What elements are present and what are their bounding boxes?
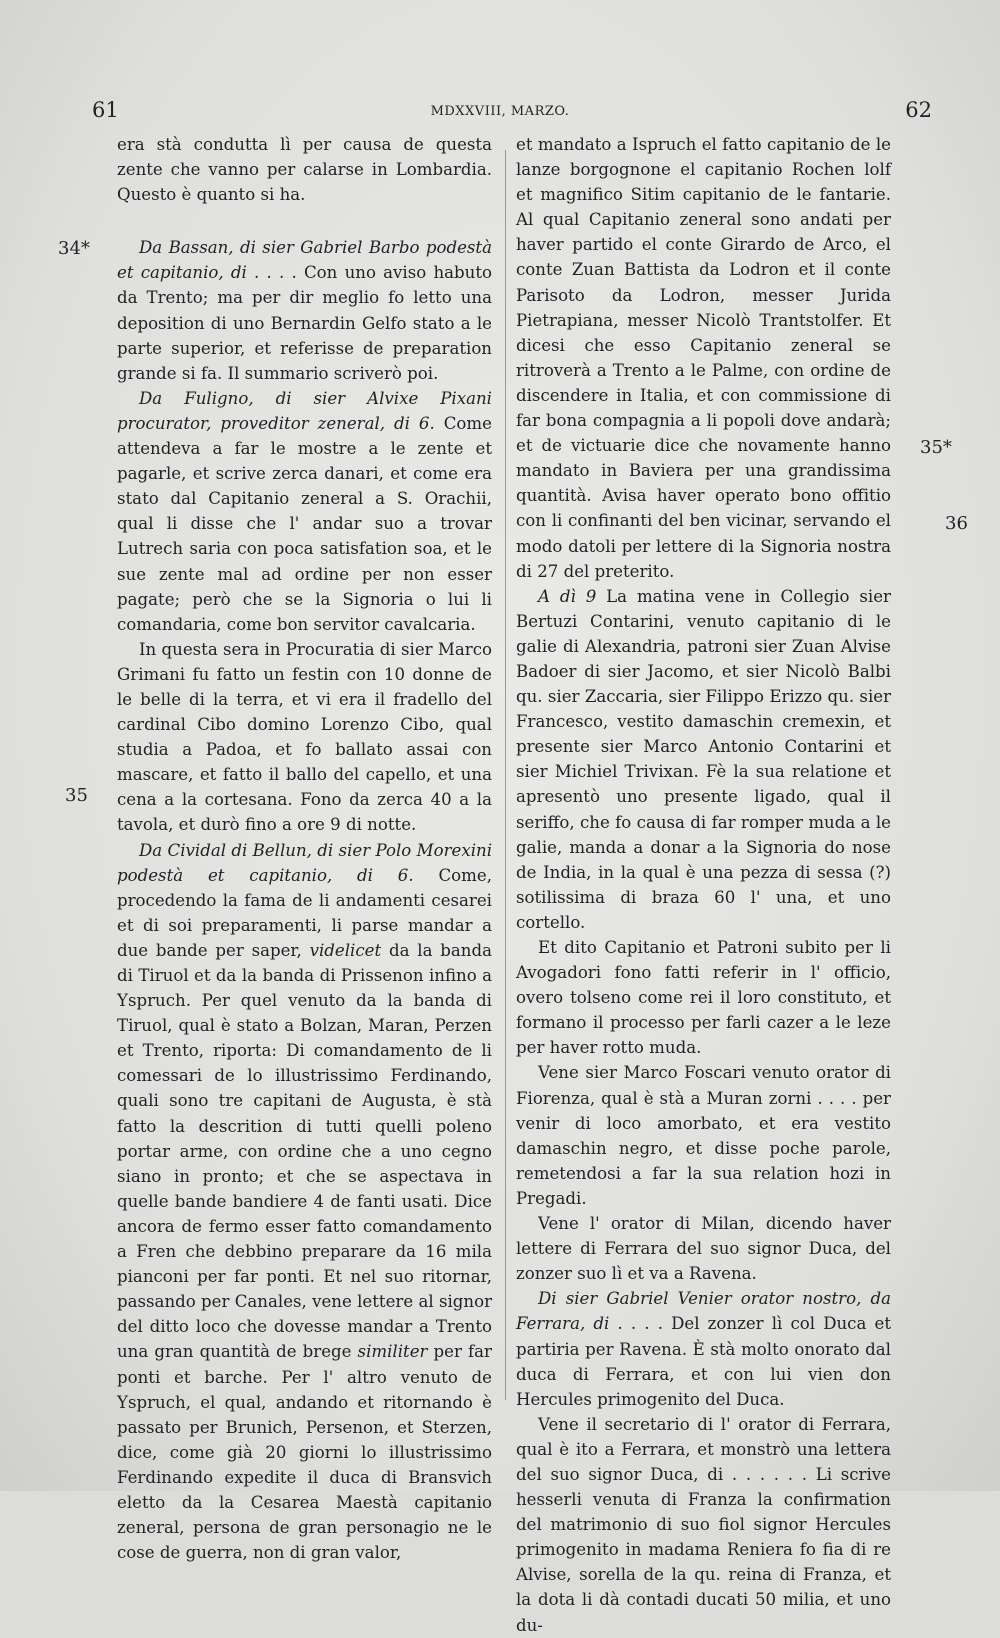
paragraph-text: Come, procedendo la fama de li andamenti cesarei et di soi preparamenti, li parse mandar a due bande per saper, xyxy=(117,865,493,960)
paragraph xyxy=(117,637,492,838)
column-divider xyxy=(505,150,506,1400)
dispatch-heading: Da Fuligno, di sier Alvixe Pixani procurator, proveditor zeneral, di 6. xyxy=(117,388,492,433)
italic-word: videlicet xyxy=(309,940,382,960)
paragraph-text: . . . . Del zonzer lì col Duca et partiria per Ravena. È stà molto onorato dal duca di Ferrara, et con lui vien don Hercules primogenito del Duca. xyxy=(516,1314,891,1409)
left-column xyxy=(117,132,492,1565)
paragraph xyxy=(516,584,891,935)
paragraph-text: era stà condutta lì per causa de questa zente che vanno per calarse in Lombardia. Questo è quanto si ha. xyxy=(117,135,492,205)
paragraph-text: . . . . Con uno aviso habuto da Trento; ma per dir meglio fo letto una deposition di uno Bernardin Gelfo stato a le parte superior, et referisse de preparation grande si fa. Il summario scriverò poi. xyxy=(117,263,492,383)
paragraph xyxy=(516,1412,891,1638)
paragraph xyxy=(117,838,492,1566)
date-heading: A dì 9 xyxy=(538,586,597,606)
paragraph xyxy=(516,935,891,1060)
margin-column-number-34: 34* xyxy=(58,238,90,259)
paragraph xyxy=(516,1211,891,1286)
page-number-left: 61 xyxy=(92,98,119,122)
paragraph-text: In questa sera in Procuratia di sier Marco Grimani fu fatto un festin con 10 donne de le belle di la terra, et vi era il fradello del cardinal Cibo domino Lorenzo Cibo, qual studia a Padoa, et fo ballato assai con mascare, et fatto il ballo del capello, et una cena a la cortesana. Fono da zerca 40 a la tavola, et durò fino a ore 9 di notte. xyxy=(117,639,492,835)
dispatch-heading: Da Cividal di Bellun, di sier Polo Morexini podestà et capitanio, di 6. xyxy=(117,840,492,885)
paragraph xyxy=(516,1286,891,1411)
margin-column-number-35: 35 xyxy=(65,785,88,806)
paragraph-text: Vene sier Marco Foscari venuto orator di Fiorenza, qual è stà a Muran zorni . . . . per venir di loco amorbato, et era vestito damaschin negro, et disse poche parole, remetendosi a far la sua relation hozi in Pregadi. xyxy=(516,1063,891,1208)
page-number-right: 62 xyxy=(905,98,932,122)
paragraph xyxy=(516,1060,891,1211)
running-title: MDXXVIII, MARZO. xyxy=(430,104,570,119)
paragraph-text: da la banda di Tiruol et da la banda di Prissenon infino a Yspruch. Per quel venuto da la banda di Tiruol, qual è stato a Bolzan, Maran, Perzen et Trento, riporta: Di comandamento de li comessari de lo illustrissimo Ferdinando, quali sono tre capitani de Augusta, è stà fatto la descrition di tutti quelli poleno portar arme, con ordine che a uno cegno siano in pronto; et che se aspectava in quelle bande bandiere 4 de fanti usati. Dice ancora de fermo esser fatto comandamento a Fren che debbino preparare da 16 mila pianconi per far ponti. Et nel suo ritornar, passando per Canales, vene lettere al signor del ditto loco che dovesse mandar a Trento una gran quantità de brege xyxy=(117,940,492,1362)
paragraph-text: La matina vene in Collegio sier Bertuzi Contarini, venuto capitanio di le galie di Alexandria, patroni sier Zuan Alvise Badoer di sier Jacomo, et sier Nicolò Balbi qu. sier Zaccaria, sier Filippo Erizzo qu. sier Francesco, vestito damaschin cremexin, et presente sier Marco Antonio Contarini et sier Michiel Trivixan. Fè la sua relatione et apresentò uno presente ligado, qual il seriffo, che fo causa di far romper muda a le galie, manda a donar a la Signoria do nose de India, in la qual è una pezza di sessa (?) sotilissima di braza 60 l' una, et uno cortello. xyxy=(516,586,891,932)
dispatch-heading: Da Bassan, di sier Gabriel Barbo podestà et capitanio, di xyxy=(117,238,492,283)
paragraph xyxy=(117,132,492,207)
paragraph-text: Come attendeva a far le mostre a le zente et pagarle, et scrive zerca danari, et come era stato dal Capitanio zeneral a S. Orachii, qual li disse che l' andar suo a trovar Lutrech saria con poca satisfation soa, et le sue zente mal ad ordine per non esser pagate; però che se la Signoria o lui li comandaria, come bon servitor cavalcaria. xyxy=(117,413,492,634)
italic-word: similiter xyxy=(357,1342,428,1362)
paragraph-text: per far ponti et barche. Per l' altro venuto de Yspruch, el qual, andando et ritornando è passato per Brunich, Persenon, et Sterzen, dice, come già 20 giorni lo illustrissimo Ferdinando expedite il duca di Bransvich eletto da la Cesarea Maestà capitanio zeneral, persona de gran personagio ne le cose de guerra, non di gran valor, xyxy=(117,1342,492,1563)
paragraph xyxy=(516,132,891,584)
paragraph xyxy=(117,386,492,637)
right-column xyxy=(516,132,891,1638)
margin-column-number-36: 36 xyxy=(945,513,968,534)
paragraph xyxy=(117,235,492,386)
paragraph-text: Vene l' orator di Milan, dicendo haver lettere di Ferrara del suo signor Duca, del zonzer suo lì et va a Ravena. xyxy=(516,1214,891,1284)
page-header xyxy=(0,98,1000,128)
paragraph-text: Vene il secretario di l' orator di Ferrara, qual è ito a Ferrara, et monstrò una lettera del suo signor Duca, di . . . . . . Li scrive hesserli venuta di Franza la confirmation del matrimonio di suo fiol signor Hercules primogenito in madama Reniera fo fia di re Alvise, sorella de la qu. reina di Franza, et la dota li dà contadi ducati 50 milia, et uno du- xyxy=(516,1414,891,1635)
paragraph-text: Et dito Capitanio et Patroni subito per li Avogadori fono fatti referir in l' officio, overo tolseno come rei il loro constituto, et formano il processo per farli cazer a le leze per haver rotto muda. xyxy=(516,938,891,1058)
dispatch-heading: Di sier Gabriel Venier orator nostro, da Ferrara, di xyxy=(516,1289,891,1334)
margin-column-number-35-right: 35* xyxy=(920,437,952,458)
paragraph-text: et mandato a Ispruch el fatto capitanio de le lanze borgognone el capitanio Rochen lolf et magnifico Sitim capitanio de le fantarie. Al qual Capitanio zeneral sono andati per haver partido el conte Girardo de Arco, el conte Zuan Battista da Lodron et il conte Parisoto da Lodron, messer Jurida Pietrapiana, messer Nicolò Trantstolfer. Et dicesi che esso Capitanio zeneral se ritroverà a Trento a le Palme, con ordine de discendere in Italia, et con commissione di far bona compagnia a li popoli dove andarà; et de victuarie dice che novamente hanno mandato in Baviera per una grandissima quantità. Avisa haver operato bono offitio con li confinanti del ben vicinar, servando el modo datoli per lettere di la Signoria nostra di 27 del preterito. xyxy=(516,135,891,581)
